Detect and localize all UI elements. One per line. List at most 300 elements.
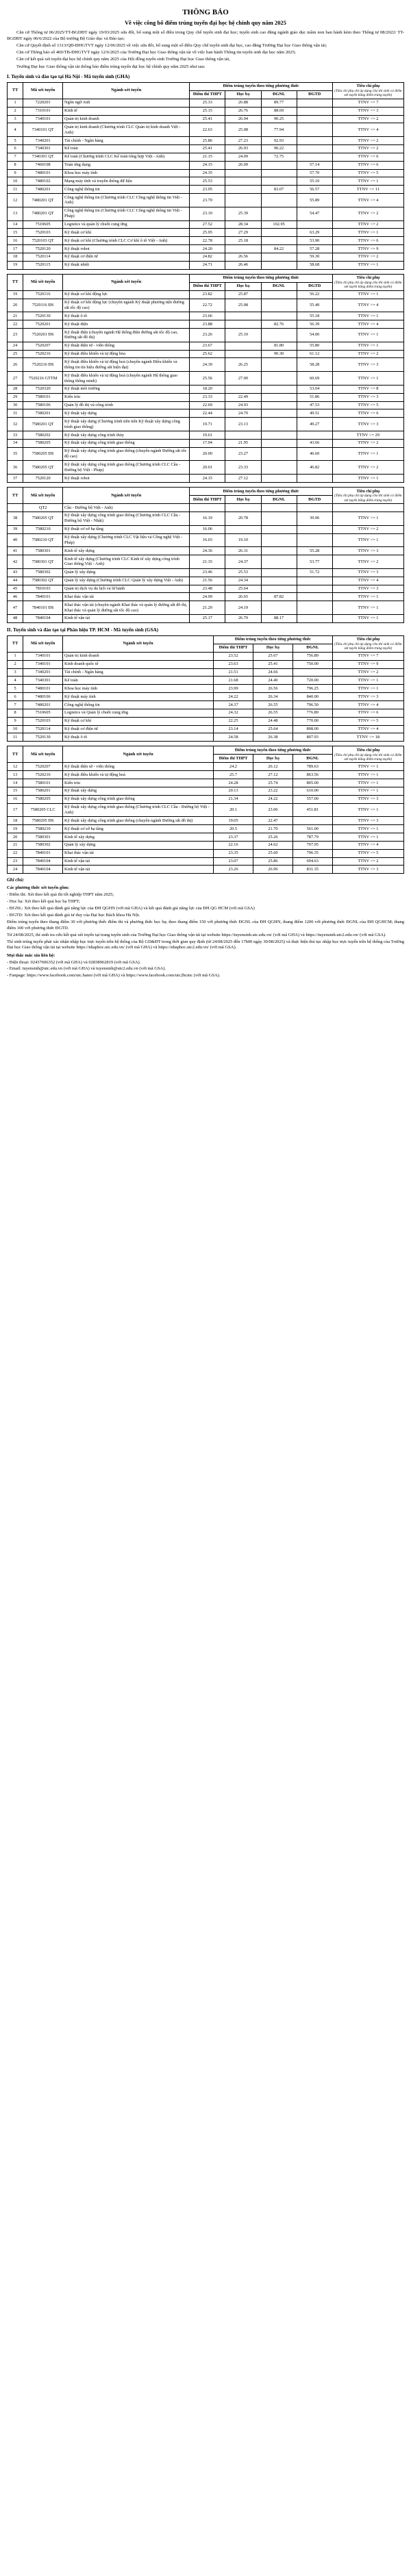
table-cell: 7480101 bbox=[23, 169, 63, 177]
header-code: Mã xét tuyển bbox=[23, 488, 63, 504]
table-cell: 24.99 bbox=[190, 593, 225, 601]
table-cell: TTNV <= 6 bbox=[332, 153, 403, 161]
table-cell: 25.15 bbox=[190, 107, 225, 115]
table-cell: Kỹ thuật môi trường bbox=[63, 385, 190, 393]
table-cell: 7580205 CLC bbox=[23, 803, 63, 817]
note-item: - Điểm thi: Xét theo kết quả thi tốt nghiệp THPT năm 2025; bbox=[7, 892, 114, 897]
table-cell: 4 bbox=[8, 677, 23, 685]
table-row bbox=[8, 245, 404, 253]
header-group: Điểm trúng tuyển theo từng phương thức bbox=[214, 635, 333, 644]
table-cell bbox=[261, 329, 297, 342]
table-cell: Kỹ thuật xây dựng công trình giao thông (Chương trình CLC Cầu - Đường bộ Việt - Pháp) bbox=[63, 461, 190, 475]
table-cell: 7520207 bbox=[23, 342, 63, 350]
table-cell: 5 bbox=[8, 137, 23, 145]
table-cell: 37 bbox=[8, 475, 23, 483]
table-cell: 24.82 bbox=[190, 253, 225, 261]
table-row bbox=[8, 261, 404, 269]
table-cell: 25.53 bbox=[190, 177, 225, 186]
table-row bbox=[8, 787, 404, 795]
table-cell: 7310101 bbox=[23, 107, 63, 115]
table-row bbox=[8, 614, 404, 622]
hcm-table-1 bbox=[7, 635, 404, 742]
table-cell: 27.12 bbox=[253, 771, 292, 779]
table-cell bbox=[261, 229, 297, 237]
header-code: Mã xét tuyển bbox=[23, 82, 63, 99]
table-row bbox=[8, 709, 404, 717]
table-cell: 27.00 bbox=[225, 372, 261, 386]
table-cell: TTNV <= 5 bbox=[332, 401, 403, 409]
table-row bbox=[8, 177, 404, 186]
table-cell: 23.52 bbox=[214, 652, 253, 660]
header-code: Mã xét tuyển bbox=[23, 746, 63, 763]
table-cell: 7840104 bbox=[23, 857, 63, 866]
table-cell: 10 bbox=[8, 725, 23, 733]
table-cell: 7520103 bbox=[23, 229, 63, 237]
table-cell: Kỹ thuật cơ khí bbox=[63, 229, 190, 237]
table-cell: 24.70 bbox=[225, 409, 261, 418]
table-row bbox=[8, 393, 404, 401]
table-cell: 19.71 bbox=[190, 418, 225, 431]
table-cell: Kỹ thuật điện tử - viễn thông bbox=[63, 763, 214, 771]
table-cell: 23.33 bbox=[225, 461, 261, 475]
table-cell: Kiến trúc bbox=[63, 393, 190, 401]
table-cell: 25.7 bbox=[214, 771, 253, 779]
table-cell: TTNV <= 4 bbox=[332, 841, 403, 849]
table-cell: Kinh tế bbox=[63, 107, 190, 115]
hanoi-table-2 bbox=[7, 274, 404, 483]
table-cell: 7580210 bbox=[23, 525, 63, 533]
table-cell: 23.26 bbox=[214, 866, 253, 874]
table-cell: 19.10 bbox=[225, 533, 261, 547]
note-item: - Học bạ: Xét theo kết quả học bạ THPT; bbox=[7, 899, 80, 905]
table-row bbox=[8, 849, 404, 857]
table-cell: TTNV <= 4 bbox=[332, 194, 403, 207]
table-cell: 7480201 QT bbox=[23, 207, 63, 220]
table-row bbox=[8, 431, 404, 440]
table-cell: TTNV <= 1 bbox=[332, 803, 403, 817]
table-cell: 28.34 bbox=[225, 220, 261, 229]
table-cell: 20 bbox=[8, 299, 23, 312]
note-item: - ĐGNL: Xét theo kết quả đánh giá năng lực của ĐH QGHN (với mã GHA) và kết quả đánh giá năng lực của ĐH QG HCM (với mã GSA) bbox=[7, 906, 255, 911]
table-row bbox=[8, 568, 404, 577]
table-cell: TTNV <= 3 bbox=[332, 693, 403, 701]
table-row bbox=[8, 601, 404, 615]
table-cell: 21.15 bbox=[190, 153, 225, 161]
table-cell: TTNV <= 4 bbox=[332, 299, 403, 312]
table-cell: 16 bbox=[8, 795, 23, 803]
table-cell bbox=[297, 577, 332, 585]
table-cell: 59.30 bbox=[297, 253, 332, 261]
table-cell: 6 bbox=[8, 693, 23, 701]
table-cell: TTNV <= 4 bbox=[332, 123, 403, 137]
table-cell: 30 bbox=[8, 401, 23, 409]
table-cell: 4 bbox=[8, 123, 23, 137]
table-cell: 24.66 bbox=[253, 668, 292, 677]
table-cell bbox=[225, 194, 261, 207]
table-cell: 26.09 bbox=[225, 161, 261, 169]
table-cell: 16.19 bbox=[190, 512, 225, 525]
table-cell bbox=[225, 320, 261, 329]
table-cell: 7580301 bbox=[23, 833, 63, 842]
table-cell: 40 bbox=[8, 533, 23, 547]
table-cell: TTNV <= 1 bbox=[332, 593, 403, 601]
table-cell: 26.65 bbox=[225, 593, 261, 601]
table-cell bbox=[332, 504, 403, 512]
table-row bbox=[8, 299, 404, 312]
table-cell: 7580201 bbox=[23, 409, 63, 418]
table-cell: 19 bbox=[8, 825, 23, 833]
table-cell: TTNV <= 1 bbox=[332, 685, 403, 693]
table-cell: 756.89 bbox=[292, 652, 332, 660]
table-row bbox=[8, 693, 404, 701]
table-cell: Kinh tế xây dựng bbox=[63, 833, 214, 842]
header-code: Mã xét tuyển bbox=[23, 274, 63, 290]
table-cell: 13 bbox=[8, 207, 23, 220]
table-cell: 26.76 bbox=[225, 107, 261, 115]
contact-phone: - Điện thoại: 02437606352 (với mã GHA) và 02838962819 (với mã GSA). bbox=[7, 959, 141, 965]
table-cell bbox=[297, 99, 332, 107]
table-cell: TTNV <= 2 bbox=[332, 207, 403, 220]
table-row bbox=[8, 841, 404, 849]
table-cell: TTNV <= 3 bbox=[332, 817, 403, 825]
table-cell: 24.22 bbox=[214, 693, 253, 701]
table-cell bbox=[261, 401, 297, 409]
table-cell: 7580205 bbox=[23, 795, 63, 803]
table-cell: Kế toán (Chương trình CLC Kế toán tổng hợp Việt - Anh) bbox=[63, 153, 190, 161]
table-cell: 11 bbox=[8, 186, 23, 194]
table-cell: TTNV <= 2 bbox=[332, 350, 403, 358]
table-cell: 34 bbox=[8, 439, 23, 447]
table-cell: TTNV <= 1 bbox=[332, 512, 403, 525]
table-row bbox=[8, 825, 404, 833]
table-cell: 831.35 bbox=[292, 866, 332, 874]
intro-paragraph: Căn cứ Thông tư 06/2025/TT-BGDĐT ngày 19/03/2025 sửa đổi, bổ sung một số điều trong Quy chế tuyển sinh đại học; tuyển sinh cao đẳng ngành giáo dục mầm non ban hành kèm theo Thông tư 08/2022/ TT-BGDĐT ngày 06/6/2022 của Bộ trưởng Bộ Giáo dục và Đào tạo; bbox=[7, 30, 404, 41]
table-cell: Kinh tế vận tải bbox=[63, 866, 214, 874]
table-cell: TTNV <= 9 bbox=[332, 660, 403, 668]
table-cell: 776.89 bbox=[292, 709, 332, 717]
table-cell: Kỹ thuật điện bbox=[63, 320, 190, 329]
header-code: Mã xét tuyển bbox=[23, 635, 63, 652]
table-row bbox=[8, 115, 404, 123]
table-cell: 58.28 bbox=[297, 358, 332, 372]
table-cell: 27 bbox=[8, 372, 23, 386]
table-row bbox=[8, 385, 404, 393]
table-cell bbox=[225, 525, 261, 533]
table-cell: TTNV <= 1 bbox=[332, 229, 403, 237]
table-cell: 47.53 bbox=[297, 401, 332, 409]
header-dgtd: ĐGTD bbox=[297, 282, 332, 290]
table-cell: TTNV <= 4 bbox=[332, 320, 403, 329]
table-cell: 27.23 bbox=[225, 137, 261, 145]
table-cell bbox=[261, 207, 297, 220]
table-cell: 557.00 bbox=[292, 795, 332, 803]
table-cell: Kỹ thuật xây dựng công trình giao thông bbox=[63, 439, 190, 447]
table-cell: TTNV <= 1 bbox=[332, 614, 403, 622]
table-cell: 55.28 bbox=[297, 547, 332, 555]
table-cell: Kỹ thuật ô tô bbox=[63, 312, 190, 320]
table-row bbox=[8, 194, 404, 207]
table-cell: 24.62 bbox=[253, 841, 292, 849]
table-cell: 23.10 bbox=[190, 207, 225, 220]
table-cell: 23.67 bbox=[190, 342, 225, 350]
table-row bbox=[8, 475, 404, 483]
table-cell: 25.56 bbox=[190, 372, 225, 386]
table-cell bbox=[261, 194, 297, 207]
table-cell bbox=[261, 372, 297, 386]
table-cell: Công nghệ thông tin (Chương trình CLC Công nghệ thông tin Việt - Anh) bbox=[63, 194, 190, 207]
table-cell: 25.74 bbox=[253, 779, 292, 787]
table-cell: 7520120 bbox=[23, 245, 63, 253]
table-cell: 7480106 bbox=[23, 693, 63, 701]
table-cell bbox=[297, 220, 332, 229]
table-cell: 24.22 bbox=[253, 795, 292, 803]
table-cell: 750.00 bbox=[292, 660, 332, 668]
table-cell: 22 bbox=[8, 320, 23, 329]
table-row bbox=[8, 717, 404, 725]
table-cell: 17 bbox=[8, 803, 23, 817]
table-cell: 7520201 bbox=[23, 320, 63, 329]
table-cell: TTNV <= 6 bbox=[332, 161, 403, 169]
table-cell: Kỹ thuật robot bbox=[63, 245, 190, 253]
table-cell: TTNV <= 1 bbox=[332, 261, 403, 269]
table-cell bbox=[261, 169, 297, 177]
table-cell: 26.38 bbox=[253, 733, 292, 742]
table-cell: 46 bbox=[8, 593, 23, 601]
table-cell: 26.88 bbox=[225, 99, 261, 107]
table-cell: 3 bbox=[8, 668, 23, 677]
table-cell: TTNV <= 3 bbox=[332, 568, 403, 577]
table-cell: 46.82 bbox=[297, 461, 332, 475]
table-cell: 23.13 bbox=[225, 418, 261, 431]
table-cell: 81.80 bbox=[261, 342, 297, 350]
table-cell: 22.72 bbox=[190, 299, 225, 312]
table-cell: TTNV <= 1 bbox=[332, 447, 403, 461]
notes-heading: Ghi chú: bbox=[7, 878, 25, 883]
table-cell: 25.86 bbox=[190, 137, 225, 145]
table-cell: 2 bbox=[8, 107, 23, 115]
table-cell: 26.94 bbox=[225, 115, 261, 123]
table-cell: 26.93 bbox=[225, 144, 261, 153]
table-cell: TTNV <= 11 bbox=[332, 186, 403, 194]
header-thpt: Điểm thi THPT bbox=[190, 282, 225, 290]
table-cell: TTNV <= 1 bbox=[332, 312, 403, 320]
header-tiebreak bbox=[332, 274, 403, 290]
table-cell: 7480201 bbox=[23, 701, 63, 709]
table-cell: 7520130 bbox=[23, 733, 63, 742]
table-cell bbox=[261, 261, 297, 269]
table-cell: 22.25 bbox=[214, 717, 253, 725]
table-cell: 23.22 bbox=[253, 787, 292, 795]
table-cell: TTNV <= 1 bbox=[332, 779, 403, 787]
table-cell bbox=[261, 475, 297, 483]
table-cell: 24 bbox=[8, 866, 23, 874]
table-cell: 7520130 bbox=[23, 312, 63, 320]
note-item: Thí sinh trúng tuyển phải xác nhận nhập học trực tuyến trên hệ thống của Bộ GD&ĐT trong thời gian quy định (từ 24/08/2025 đến 17h00 ngày 30/08/2025) và thực hiện thủ tục nhập học trực tuyến trên hệ thống của Trường Đại học Giao thông vận tải tại website https://nhaphoc.utc.edu.vn/ (với mã GHA) và https://nhaphoc.utc2.edu.vn/ (với mã GSA). bbox=[7, 939, 404, 950]
table-cell: 102.95 bbox=[261, 220, 297, 229]
document bbox=[7, 0, 404, 987]
table-cell: 7580101 bbox=[23, 393, 63, 401]
table-cell: 90.25 bbox=[261, 115, 297, 123]
table-cell bbox=[261, 385, 297, 393]
table-cell: Kỹ thuật xây dựng bbox=[63, 409, 190, 418]
table-row bbox=[8, 577, 404, 585]
table-row bbox=[8, 461, 404, 475]
table-cell: 22.69 bbox=[190, 401, 225, 409]
table-cell bbox=[261, 290, 297, 299]
table-cell: 25.87 bbox=[225, 290, 261, 299]
table-cell: 56.22 bbox=[297, 290, 332, 299]
table-cell: 23 bbox=[8, 329, 23, 342]
table-cell: 21.34 bbox=[214, 795, 253, 803]
table-cell bbox=[261, 431, 297, 440]
table-cell bbox=[225, 431, 261, 440]
contact-email: - Email: tuyensinh@utc.edu.vn (với mã GHA) và tuyensinh@utc2.edu.vn (với mã GSA). bbox=[7, 966, 166, 972]
table-cell: 796.35 bbox=[292, 849, 332, 857]
table-cell: 7520320 bbox=[23, 385, 63, 393]
table-cell: 26.55 bbox=[253, 709, 292, 717]
table-cell: Kỹ thuật ô tô bbox=[63, 733, 214, 742]
table-cell: 53.77 bbox=[297, 555, 332, 569]
table-row bbox=[8, 866, 404, 874]
table-cell: 25.95 bbox=[190, 229, 225, 237]
table-cell: 7580205 QT bbox=[23, 512, 63, 525]
table-cell: 25.08 bbox=[225, 299, 261, 312]
table-cell bbox=[225, 342, 261, 350]
table-cell: Kiến trúc bbox=[63, 779, 214, 787]
header-group: Điểm trúng tuyển theo từng phương thức bbox=[190, 488, 332, 496]
table-cell: 24.15 bbox=[190, 161, 225, 169]
table-cell: 24.39 bbox=[190, 358, 225, 372]
table-cell: 26.12 bbox=[253, 763, 292, 771]
table-cell: 55.10 bbox=[297, 177, 332, 186]
table-cell: 7840101 ĐS bbox=[23, 601, 63, 615]
table-cell: Kỹ thuật cơ khí động lực (chuyên ngành Kỹ thuật phương tiện đường sắt tốc độ cao) bbox=[63, 299, 190, 312]
table-cell: 24.48 bbox=[253, 717, 292, 725]
table-cell: 1 bbox=[8, 652, 23, 660]
header-tt: TT bbox=[8, 82, 23, 99]
table-cell bbox=[292, 668, 332, 677]
table-cell: 707.95 bbox=[292, 841, 332, 849]
table-cell: 14 bbox=[8, 779, 23, 787]
table-cell: 60.69 bbox=[297, 372, 332, 386]
table-cell: Kỹ thuật nhiệt bbox=[63, 261, 190, 269]
table-cell: 33 bbox=[8, 431, 23, 440]
table-cell: TTNV <= 3 bbox=[332, 358, 403, 372]
table-cell: 61.12 bbox=[297, 350, 332, 358]
header-tt: TT bbox=[8, 746, 23, 763]
header-thpt: Điểm thi THPT bbox=[214, 644, 253, 652]
table-cell: 20.13 bbox=[214, 787, 253, 795]
table-cell: TTNV <= 18 bbox=[332, 733, 403, 742]
table-cell: 24.09 bbox=[225, 153, 261, 161]
table-cell: Kỹ thuật cơ điện tử bbox=[63, 253, 190, 261]
table-cell: 16 bbox=[8, 237, 23, 245]
table-cell: 22.63 bbox=[190, 123, 225, 137]
table-cell: Kỹ thuật điều khiển và tự động hoá (chuyên ngành Điều khiển và thông tin tín hiệu đường sắt hiện đại) bbox=[63, 358, 190, 372]
table-cell: 47 bbox=[8, 601, 23, 615]
table-cell: 25.41 bbox=[253, 660, 292, 668]
table-cell: 23.66 bbox=[190, 312, 225, 320]
table-cell: 63.29 bbox=[297, 229, 332, 237]
table-cell: 23.07 bbox=[214, 857, 253, 866]
table-cell bbox=[261, 512, 297, 525]
table-cell: Quản trị dịch vụ du lịch và lữ hành bbox=[63, 585, 190, 593]
table-cell: 25.62 bbox=[190, 350, 225, 358]
table-cell: 7520115 bbox=[23, 261, 63, 269]
table-cell: Quản lý đô thị và công trình bbox=[63, 401, 190, 409]
table-cell: 7580301 bbox=[23, 547, 63, 555]
header-hb: Học bạ bbox=[225, 496, 261, 504]
table-cell: 24.36 bbox=[190, 547, 225, 555]
header-tiebreak-note: (Tiêu chí phụ chỉ áp dụng cho thí sinh có điểm xét tuyển bằng điểm trúng tuyển) bbox=[334, 642, 402, 651]
table-cell: 77.94 bbox=[261, 123, 297, 137]
header-tiebreak-title: Tiêu chí phụ bbox=[356, 488, 380, 494]
table-cell: 25.39 bbox=[225, 207, 261, 220]
table-cell: 7580202 bbox=[23, 431, 63, 440]
table-cell: 28 bbox=[8, 385, 23, 393]
table-cell: Kỹ thuật điện (chuyên ngành Hệ thống điện đường sắt tốc độ cao, Đường sắt đô thị) bbox=[63, 329, 190, 342]
table-cell: 9 bbox=[8, 169, 23, 177]
table-cell: 7520207 bbox=[23, 763, 63, 771]
table-cell: TTNV <= 1 bbox=[332, 833, 403, 842]
table-cell: Quản trị kinh doanh bbox=[63, 115, 190, 123]
contact-block bbox=[7, 953, 404, 978]
table-cell: QT2 bbox=[23, 504, 63, 512]
table-cell: 7580205 QT bbox=[23, 461, 63, 475]
table-cell: 18 bbox=[8, 253, 23, 261]
table-cell bbox=[225, 169, 261, 177]
table-cell: 54.47 bbox=[297, 207, 332, 220]
table-cell: Kỹ thuật cơ sở hạ tầng bbox=[63, 525, 190, 533]
table-cell: 89.77 bbox=[261, 99, 297, 107]
table-cell: 19.05 bbox=[214, 817, 253, 825]
table-cell: TTNV <= 7 bbox=[332, 99, 403, 107]
table-cell: 24.37 bbox=[225, 555, 261, 569]
table-cell bbox=[297, 107, 332, 115]
table-cell: 7520114 bbox=[23, 253, 63, 261]
table-cell: 26.46 bbox=[225, 261, 261, 269]
table-cell: 49.51 bbox=[297, 409, 332, 418]
table-row bbox=[8, 547, 404, 555]
table-cell: 25.41 bbox=[190, 115, 225, 123]
table-cell: 24.20 bbox=[190, 245, 225, 253]
table-cell bbox=[8, 504, 23, 512]
table-cell: 23 bbox=[8, 857, 23, 866]
table-cell: TTNV <= 2 bbox=[332, 115, 403, 123]
table-cell: 7520216 ĐS bbox=[23, 358, 63, 372]
table-row bbox=[8, 779, 404, 787]
table-cell: TTNV <= 1 bbox=[332, 177, 403, 186]
table-cell: 9 bbox=[8, 717, 23, 725]
table-cell: 24.58 bbox=[214, 733, 253, 742]
table-cell: 48 bbox=[8, 614, 23, 622]
table-cell: Kỹ thuật cơ khí bbox=[63, 717, 214, 725]
table-cell: TTNV <= 29 bbox=[332, 431, 403, 440]
table-row bbox=[8, 207, 404, 220]
table-cell: 7520103 QT bbox=[23, 237, 63, 245]
table-cell: 796.25 bbox=[292, 685, 332, 693]
table-cell: TTNV <= 2 bbox=[332, 857, 403, 866]
notes-block bbox=[7, 878, 404, 950]
table-cell: 720.00 bbox=[292, 677, 332, 685]
document-subtitle: Về việc công bố điểm trúng tuyển đại học hệ chính quy năm 2025 bbox=[125, 18, 286, 26]
table-cell: Tài chính - Ngân hàng bbox=[63, 668, 214, 677]
header-dgnl: ĐGNL bbox=[292, 755, 332, 763]
table-cell: 25.33 bbox=[190, 99, 225, 107]
table-cell bbox=[261, 547, 297, 555]
header-dgtd: ĐGTD bbox=[297, 90, 332, 99]
table-cell: 21.56 bbox=[190, 577, 225, 585]
